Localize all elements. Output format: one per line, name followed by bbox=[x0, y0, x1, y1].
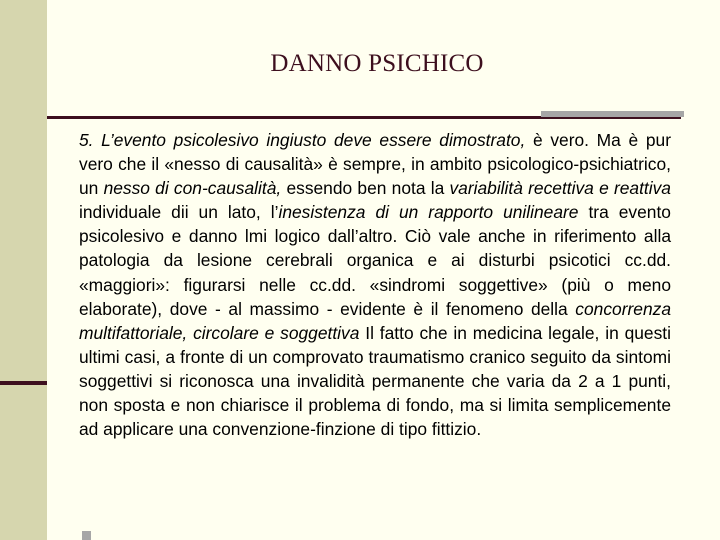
text-segment-italic: 5. L’evento psicolesivo ingiusto deve essere dimostrato, bbox=[79, 130, 526, 150]
text-segment-italic: concorrenza multifattoriale, circolare e soggettiva bbox=[79, 298, 671, 343]
left-decorative-band bbox=[0, 0, 47, 540]
left-accent-bar bbox=[0, 381, 47, 385]
text-segment: è vero. Ma è pur vero che il «nesso di causalità» è sempre, in ambito psicologico-psichiatrico, un bbox=[79, 130, 671, 199]
title-divider-accent bbox=[541, 111, 684, 117]
body-paragraph bbox=[79, 128, 671, 441]
text-segment-italic: inesistenza di un rapporto unilineare bbox=[278, 202, 579, 223]
text-segment: tra evento psicolesivo e danno lmi logico dall’altro. Ciò vale anche in riferimento alla patologia da lesione cerebrali organica e ai disturbi psicotici cc.dd. «maggiori»: figurarsi nelle cc.dd. «sindromi soggettive» (più o meno elaborate), dove - al massimo - evidente è il fenomeno della bbox=[79, 202, 671, 319]
text-segment: individuale dii un lato, l’ bbox=[79, 202, 279, 223]
text-segment-italic: variabilità recettiva e reattiva bbox=[449, 178, 671, 199]
text-segment: essendo ben nota la bbox=[281, 178, 450, 199]
slide-body bbox=[79, 128, 671, 441]
text-segment: Il fatto che in medicina legale, in questi ultimi casi, a fronte di un comprovato traumatismo cranico seguito da sintomi soggettivi si riconosca una invalidità permanente che varia da 2 a 1 punti, non sposta e non chiarisce il problema di fondo, ma si limita semplicemente ad applicare una convenzione-finzione di tipo fittizio. bbox=[79, 322, 671, 440]
text-segment-italic: nesso di con-causalità, bbox=[103, 178, 282, 199]
bullet-square-icon bbox=[82, 531, 91, 540]
slide-title: DANNO PSICHICO bbox=[270, 50, 484, 77]
